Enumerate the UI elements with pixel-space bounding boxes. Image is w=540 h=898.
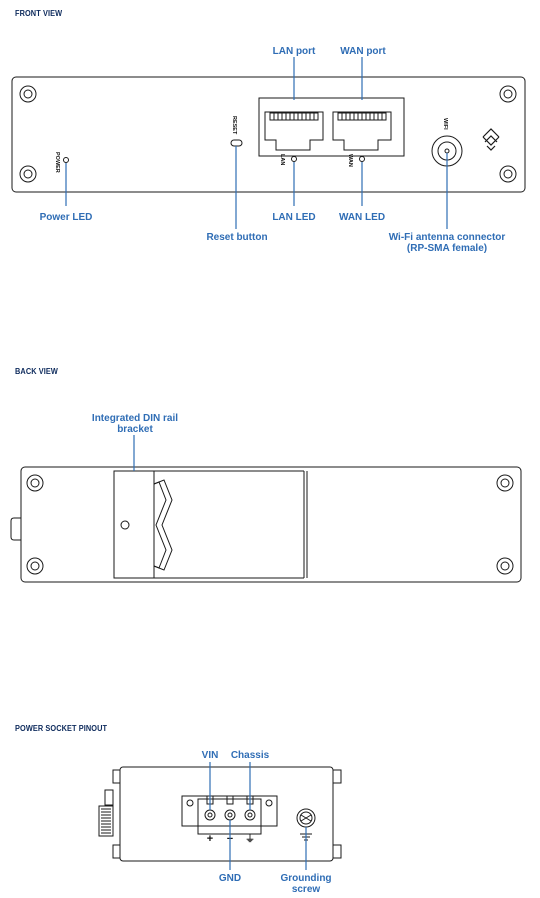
wan-text: WAN [347, 154, 353, 167]
right-side-screw-top [333, 770, 341, 783]
power-callout-lines [210, 762, 306, 870]
vin-terminal [205, 810, 215, 820]
gnd-terminal [225, 810, 235, 820]
left-side-screw-bottom [113, 845, 120, 858]
back-screw-tr [497, 475, 513, 491]
power-socket-title: POWER SOCKET PINOUT [15, 724, 108, 733]
back-screw-br [497, 558, 513, 574]
power-led-text: POWER [54, 152, 60, 173]
front-view-title: FRONT VIEW [15, 9, 63, 18]
power-led-label: Power LED [39, 212, 93, 223]
vin-symbol: + [206, 833, 214, 845]
reset-button-label: Reset button [206, 232, 268, 243]
front-screw-bl [20, 166, 36, 182]
lan-led [292, 157, 297, 162]
front-screw-tr [500, 86, 516, 102]
side-tab [11, 518, 21, 540]
vin-label: VIN [201, 750, 219, 761]
front-enclosure [12, 77, 525, 192]
chassis-symbol: ⏚ [245, 834, 255, 845]
lan-port-label: LAN port [272, 46, 316, 57]
din-label-line2: bracket [117, 424, 153, 435]
lan-port [265, 112, 323, 150]
back-view-title: BACK VIEW [15, 367, 58, 376]
power-led [64, 158, 69, 163]
lan-led-label: LAN LED [272, 212, 316, 223]
front-view [12, 77, 525, 192]
power-view [99, 767, 341, 861]
wan-port-label: WAN port [340, 46, 386, 57]
right-side-screw-bottom [333, 845, 341, 858]
reset-text: RESET [231, 116, 237, 135]
chassis-terminal [245, 810, 255, 820]
reset-button [231, 140, 242, 146]
front-callout-lines [66, 57, 447, 229]
left-connector [99, 790, 113, 836]
wifi-label-line1: Wi-Fi antenna connector [388, 232, 506, 243]
wan-led-label: WAN LED [338, 212, 386, 223]
back-view [11, 467, 521, 582]
grounding-label-line1: Grounding [280, 873, 332, 884]
gnd-symbol: − [226, 833, 234, 845]
front-screw-tl [20, 86, 36, 102]
chassis-label: Chassis [230, 750, 270, 761]
gnd-label: GND [218, 873, 242, 884]
grounding-label-line2: screw [291, 884, 321, 895]
din-label-line1: Integrated DIN rail [91, 413, 179, 424]
wan-port [333, 112, 391, 150]
brand-logo-icon [483, 129, 499, 150]
lan-text: LAN [279, 154, 285, 166]
wan-led [360, 157, 365, 162]
back-screw-tl [27, 475, 43, 491]
front-screw-br [500, 166, 516, 182]
left-side-screw-top [113, 770, 120, 783]
back-screw-bl [27, 558, 43, 574]
wifi-text: WIFI [442, 118, 448, 130]
back-enclosure [21, 467, 521, 582]
ethernet-block [259, 98, 404, 156]
wifi-label-line2: (RP-SMA female) [406, 243, 488, 254]
din-rail-bracket [114, 471, 172, 578]
